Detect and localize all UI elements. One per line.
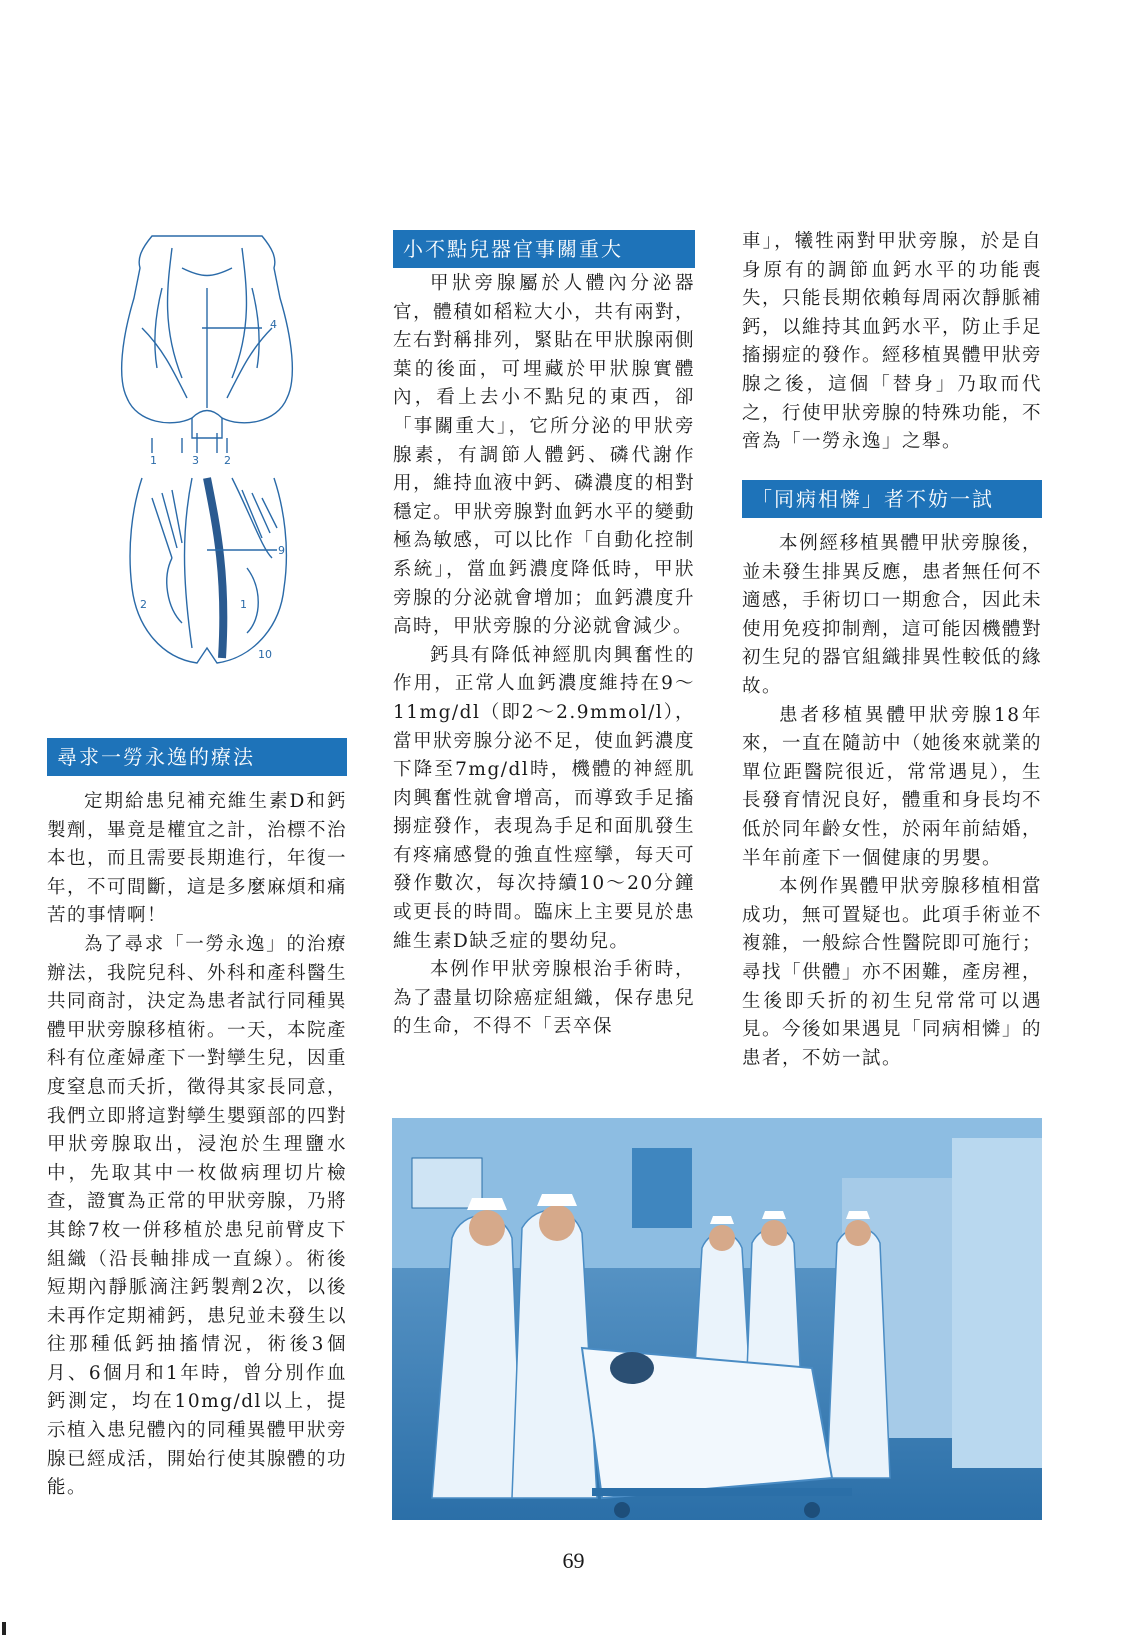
thyroid-anatomy-figure <box>112 228 302 698</box>
hospital-ward-photo <box>392 1118 1042 1520</box>
scan-mark <box>2 1622 6 1635</box>
figure-label-lower-1: 9 <box>278 544 285 557</box>
left-column-text <box>47 788 347 1503</box>
page-number: 69 <box>562 1548 585 1573</box>
paragraph: 甲狀旁腺屬於人體內分泌器官，體積如稻粒大小，共有兩對，左右對稱排列，緊貼在甲狀腺兩側葉的後面，可埋藏於甲狀腺實體內，看上去小不點兒的東西，卻「事關重大」，它所分泌的甲狀旁腺素，有調節人體鈣、磷代謝作用，維持血液中鈣、磷濃度的相對穩定。甲狀旁腺對血鈣水平的變動極為敏感，可以比作「自動化控制系統」，當血鈣濃度降低時，甲狀旁腺的分泌就會增加；血鈣濃度升高時，甲狀旁腺的分泌就會減少。 <box>393 273 695 638</box>
figure-label-upper-4: 2 <box>224 454 231 467</box>
paragraph: 車」，犧牲兩對甲狀旁腺，於是自身原有的調節血鈣水平的功能喪失，只能長期依賴每周兩次靜脈補鈣，以維持其血鈣水平，防止手足搐搦症的發作。經移植異體甲狀旁腺之後，這個「替身」乃取而代之，行使甲狀旁腺的特殊功能，不啻為「一勞永逸」之舉。 <box>742 231 1043 453</box>
paragraph: 患者移植異體甲狀旁腺18年來，一直在隨訪中（她後來就業的單位距醫院很近，常常遇見），生長發育情況良好，體重和身長均不低於同年齡女性，於兩年前結婚，半年前產下一個健康的男嬰。 <box>742 704 1043 869</box>
figure-label-upper-3: 3 <box>192 454 199 467</box>
right-column-text-top <box>742 228 1042 457</box>
figure-label-lower-4: 10 <box>258 648 272 661</box>
paragraph: 定期給患兒補充維生素D和鈣製劑，畢竟是權宜之計，治標不治本也，而且需要長期進行，年復一年，不可間斷，這是多麼麻煩和痛苦的事情啊！ <box>47 791 348 927</box>
paragraph: 鈣具有降低神經肌肉興奮性的作用，正常人血鈣濃度維持在9～11mg/dl（即2～2.9mmol/l），當甲狀旁腺分泌不足，使血鈣濃度下降至7mg/dl時，機體的神經肌肉興奮性就會增高，而導致手足搐搦症發作，表現為手足和面肌發生有疼痛感覺的強直性痙攣，每天可發作數次，每次持續10～20分鐘或更長的時間。臨床上主要見於患維生素D缺乏症的嬰幼兒。 <box>393 644 695 952</box>
paragraph: 本例作甲狀旁腺根治手術時，為了盡量切除癌症組織，保存患兒的生命，不得不「丟卒保 <box>393 959 695 1038</box>
figure-label-upper-2: 1 <box>150 454 157 467</box>
right-column-text-bottom <box>742 530 1042 1073</box>
section-heading-middle: 小不點兒器官事關重大 <box>393 230 695 268</box>
figure-label-lower-3: 1 <box>240 598 247 611</box>
paragraph: 本例作異體甲狀旁腺移植相當成功，無可置疑也。此項手術並不複雜，一般綜合性醫院即可施行；尋找「供體」亦不困難，產房裡，生後即夭折的初生兒常常可以遇見。今後如果遇見「同病相憐」的患者，不妨一試。 <box>742 876 1043 1069</box>
section-heading-left: 尋求一勞永逸的療法 <box>47 738 347 776</box>
figure-label-upper-1: 4 <box>270 318 277 331</box>
middle-column-text <box>393 270 695 1042</box>
paragraph: 為了尋求「一勞永逸」的治療辦法，我院兒科、外科和產科醫生共同商討，決定為患者試行同種異體甲狀旁腺移植術。一天，本院產科有位產婦產下一對孿生兒，因重度窒息而夭折，徵得其家長同意，我們立即將這對孿生嬰頸部的四對甲狀旁腺取出，浸泡於生理鹽水中，先取其中一枚做病理切片檢查，證實為正常的甲狀旁腺，乃將其餘7枚一併移植於患兒前臂皮下組織（沿長軸排成一直線）。術後短期內靜脈滴注鈣製劑2次，以後未再作定期補鈣，患兒並未發生以往那種低鈣抽搐情況，術後3個月、6個月和1年時，曾分別作血鈣測定，均在10mg/dl以上，提示植入患兒體內的同種異體甲狀旁腺已經成活，開始行使其腺體的功能。 <box>47 933 348 1499</box>
section-heading-right: 「同病相憐」者不妨一試 <box>742 480 1042 518</box>
figure-label-lower-2: 2 <box>140 598 147 611</box>
paragraph: 本例經移植異體甲狀旁腺後，並未發生排異反應，患者無任何不適感，手術切口一期愈合，因此未使用免疫抑制劑，這可能因機體對初生兒的器官組織排異性較低的緣故。 <box>742 533 1043 697</box>
